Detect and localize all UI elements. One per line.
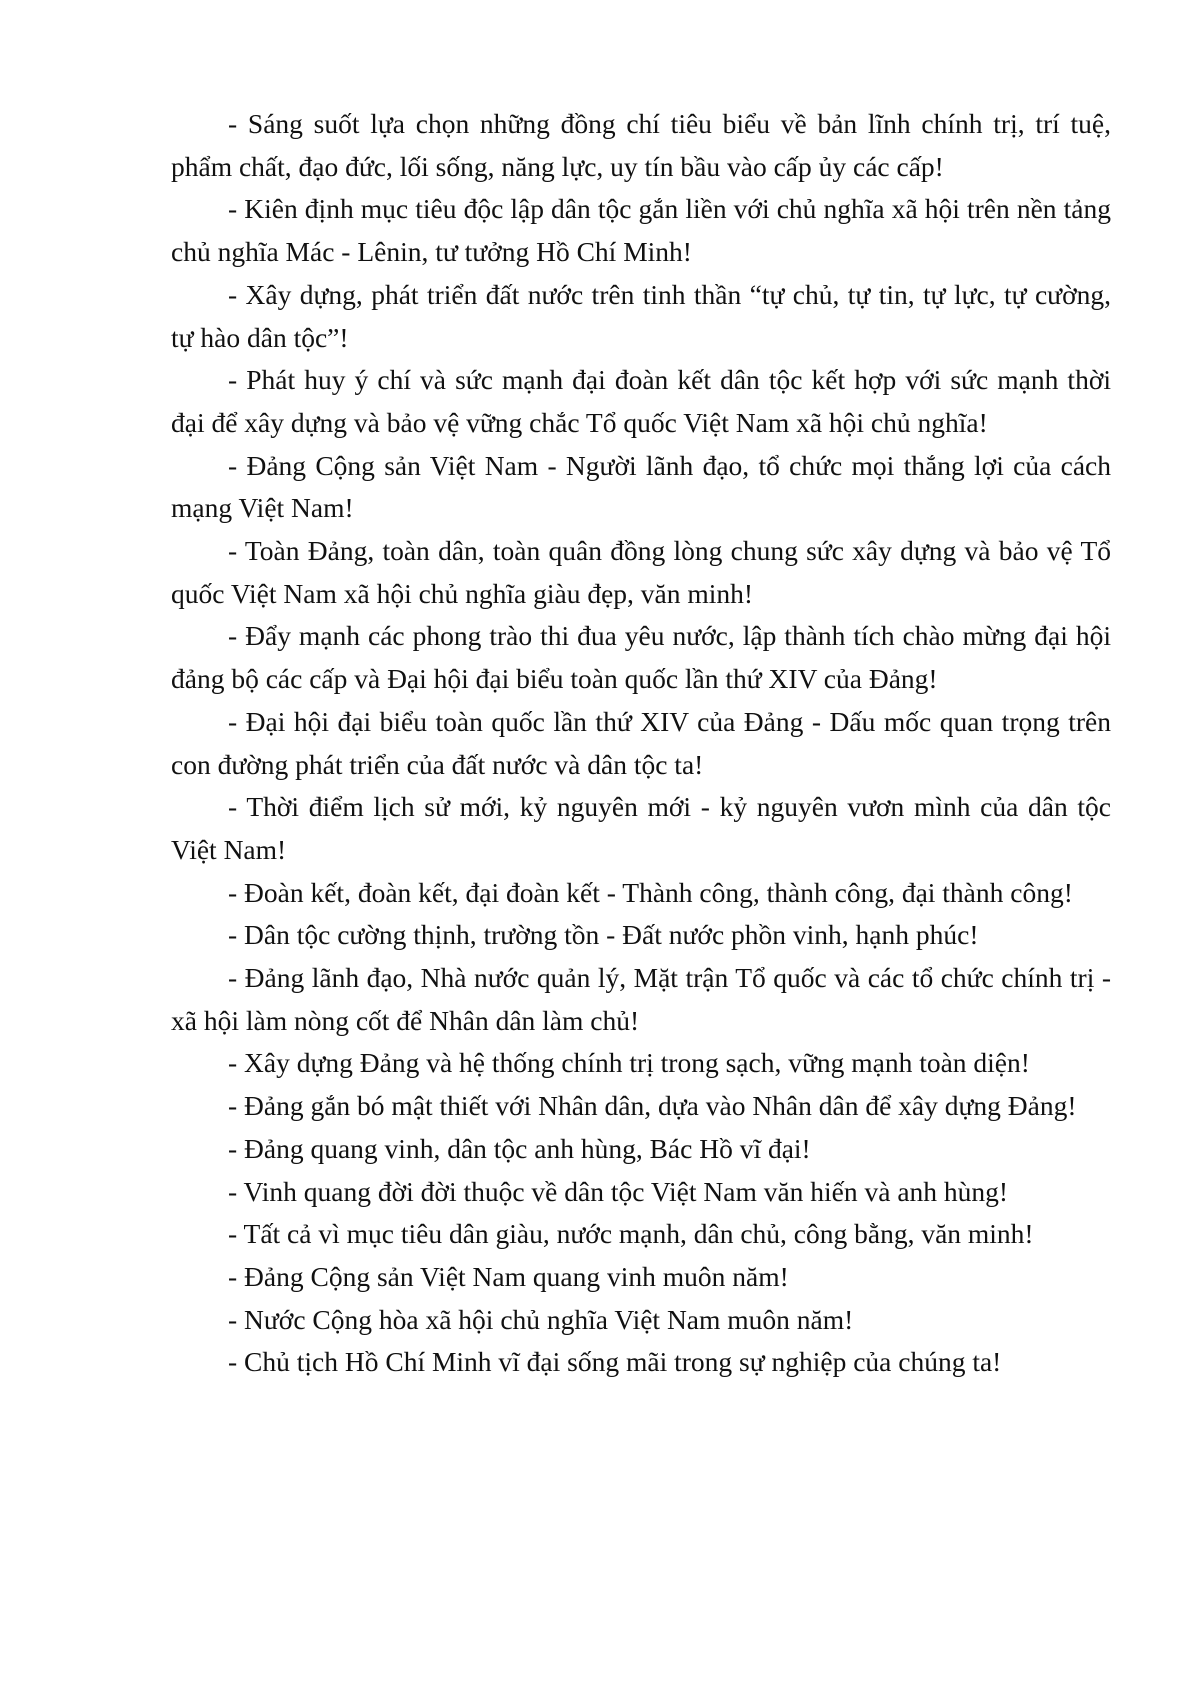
slogan-paragraph: - Chủ tịch Hồ Chí Minh vĩ đại sống mãi trong sự nghiệp của chúng ta! xyxy=(228,1346,1002,1378)
slogan-paragraph: - Đảng gắn bó mật thiết với Nhân dân, dựa vào Nhân dân để xây dựng Đảng! xyxy=(228,1090,1077,1122)
slogan-paragraph: - Đảng Cộng sản Việt Nam quang vinh muôn năm! xyxy=(228,1260,789,1292)
slogan-paragraph: - Đảng Cộng sản Việt Nam - Người lãnh đạo, tổ chức mọi thắng lợi của cách mạng Việt Nam! xyxy=(171,449,1111,524)
slogan-paragraph: - Thời điểm lịch sử mới, kỷ nguyên mới - kỷ nguyên vươn mình của dân tộc Việt Nam! xyxy=(171,791,1111,865)
slogan-paragraph: - Phát huy ý chí và sức mạnh đại đoàn kết dân tộc kết hợp với sức mạnh thời đại để xây dựng và bảo vệ vững chắc Tổ quốc Việt Nam xã hội chủ nghĩa! xyxy=(171,364,1111,438)
slogan-paragraph: - Đoàn kết, đoàn kết, đại đoàn kết - Thành công, thành công, đại thành công! xyxy=(228,876,1073,908)
slogan-paragraph: - Đảng lãnh đạo, Nhà nước quản lý, Mặt trận Tổ quốc và các tổ chức chính trị - xã hội làm nòng cốt để Nhân dân làm chủ! xyxy=(171,962,1111,1036)
slogan-paragraph: - Đẩy mạnh các phong trào thi đua yêu nước, lập thành tích chào mừng đại hội đảng bộ các cấp và Đại hội đại biểu toàn quốc lần thứ XIV của Đảng! xyxy=(171,620,1111,695)
slogan-paragraph: - Sáng suốt lựa chọn những đồng chí tiêu biểu về bản lĩnh chính trị, trí tuệ, phẩm chất, đạo đức, lối sống, năng lực, uy tín bầu vào cấp ủy các cấp! xyxy=(171,108,1111,182)
slogan-paragraph: - Tất cả vì mục tiêu dân giàu, nước mạnh, dân chủ, công bằng, văn minh! xyxy=(228,1218,1034,1250)
slogan-paragraph: - Nước Cộng hòa xã hội chủ nghĩa Việt Nam muôn năm! xyxy=(228,1303,854,1335)
slogan-paragraph: - Vinh quang đời đời thuộc về dân tộc Việt Nam văn hiến và anh hùng! xyxy=(228,1175,1009,1207)
document-body xyxy=(171,103,1111,1384)
slogan-paragraph: - Kiên định mục tiêu độc lập dân tộc gắn liền với chủ nghĩa xã hội trên nền tảng chủ nghĩa Mác - Lênin, tư tưởng Hồ Chí Minh! xyxy=(171,193,1111,268)
slogan-paragraph: - Dân tộc cường thịnh, trường tồn - Đất nước phồn vinh, hạnh phúc! xyxy=(228,919,979,951)
slogan-paragraph: - Đảng quang vinh, dân tộc anh hùng, Bác Hồ vĩ đại! xyxy=(228,1132,811,1164)
slogan-paragraph: - Xây dựng Đảng và hệ thống chính trị trong sạch, vững mạnh toàn diện! xyxy=(228,1047,1030,1079)
slogan-paragraph: - Xây dựng, phát triển đất nước trên tinh thần “tự chủ, tự tin, tự lực, tự cường, tự hào dân tộc”! xyxy=(171,278,1111,353)
slogan-paragraph: - Toàn Đảng, toàn dân, toàn quân đồng lòng chung sức xây dựng và bảo vệ Tổ quốc Việt Nam xã hội chủ nghĩa giàu đẹp, văn minh! xyxy=(171,535,1111,609)
slogan-paragraph: - Đại hội đại biểu toàn quốc lần thứ XIV của Đảng - Dấu mốc quan trọng trên con đường phát triển của đất nước và dân tộc ta! xyxy=(171,705,1111,780)
